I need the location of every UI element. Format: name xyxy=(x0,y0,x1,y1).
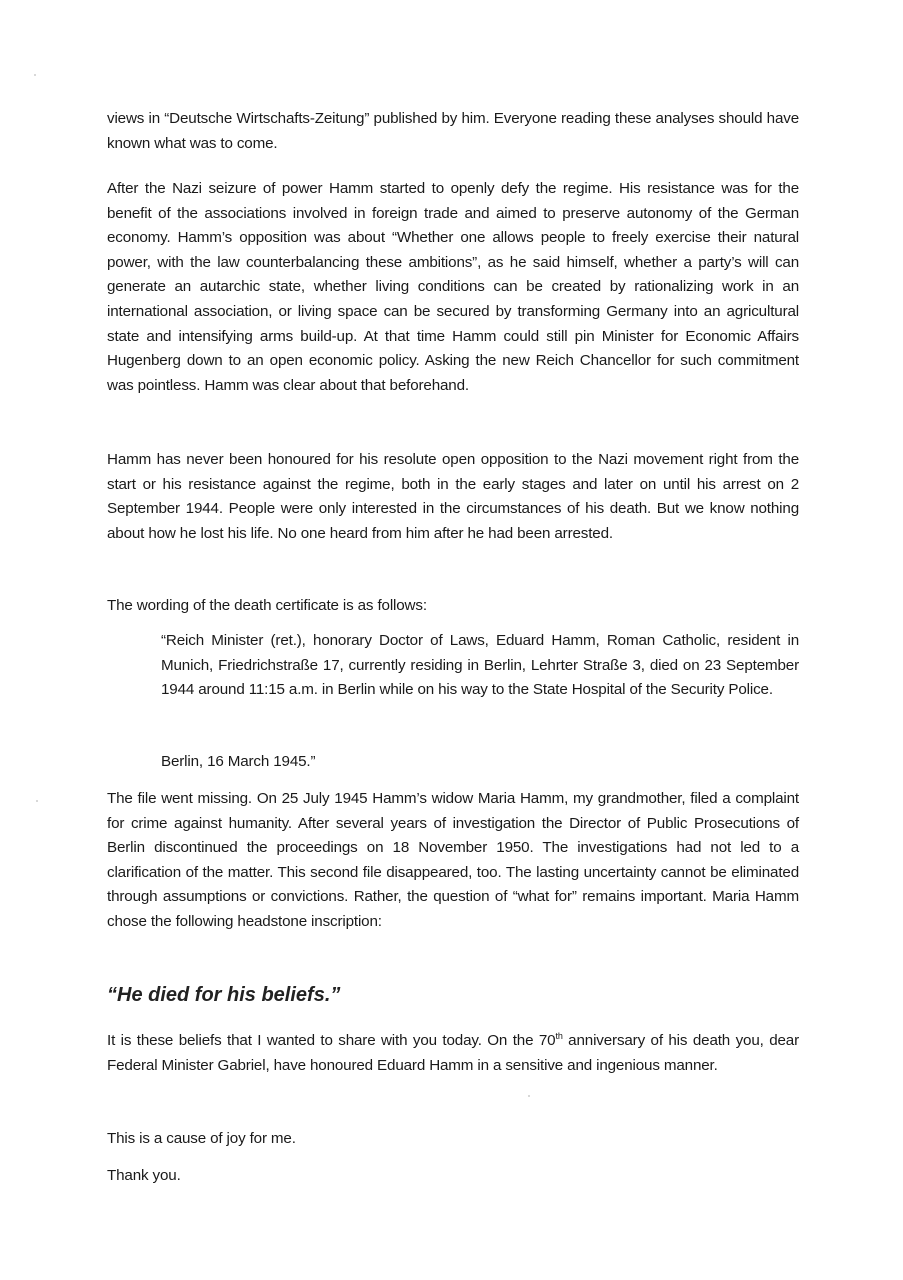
anniversary-text-start: It is these beliefs that I wanted to share with you today. On the 70 xyxy=(107,1032,556,1049)
ordinal-superscript: th xyxy=(555,1031,563,1041)
paragraph-death-certificate-intro: The wording of the death certificate is as follows: xyxy=(107,597,427,614)
scan-speck xyxy=(36,800,38,802)
paragraph-intro-continuation: views in “Deutsche Wirtschafts-Zeitung” published by him. Everyone reading these analyses should have known what was to come. xyxy=(107,110,799,152)
scan-speck xyxy=(528,1095,530,1097)
paragraph-never-honoured: Hamm has never been honoured for his resolute open opposition to the Nazi movement right from the start or his resistance against the regime, both in the early stages and later on until his arrest on 2 September 1944. People were only interested in the circumstances of his death. But we know nothing about how he lost his life. No one heard from him after he had been arrested. xyxy=(107,451,799,542)
paragraph-anniversary xyxy=(107,1029,799,1078)
anniversary-text-end: anniversary of his death you, dear Federal Minister Gabriel, have honoured Eduard Hamm in a sensitive and ingenious manner. xyxy=(107,1032,799,1074)
paragraph-file-missing: The file went missing. On 25 July 1945 Hamm’s widow Maria Hamm, my grandmother, filed a complaint for crime against humanity. After several years of investigation the Director of Public Prosecutions of Berlin discontinued the proceedings on 18 November 1950. The investigations had not led to a clarification of the matter. This second file disappeared, too. The lasting uncertainty cannot be eliminated through assumptions or convictions. Rather, the question of “what for” remains important. Maria Hamm chose the following headstone inscription: xyxy=(107,790,799,930)
paragraph-resistance: After the Nazi seizure of power Hamm started to openly defy the regime. His resistance was for the benefit of the associations involved in foreign trade and aimed to preserve autonomy of the German economy. Hamm’s opposition was about “Whether one allows people to freely exercise their natural power, with the law counterbalancing these ambitions”, as he said himself, whether a party’s will can generate an autarchic state, whether living conditions can be created by rationalizing work in an international association, or living space can be secured by transforming Germany into an agricultural state and intensifying arms build-up. At that time Hamm could still pin Minister for Economic Affairs Hugenberg down to an open economic policy. Asking the new Reich Chancellor for such commitment was pointless. Hamm was clear about that beforehand. xyxy=(107,180,799,394)
blockquote-death-certificate: “Reich Minister (ret.), honorary Doctor of Laws, Eduard Hamm, Roman Catholic, resident in Munich, Friedrichstraße 17, currently residing in Berlin, Lehrter Straße 3, died on 23 September 1944 around 11:15 a.m. in Berlin while on his way to the State Hospital of the Security Police. xyxy=(161,632,799,699)
paragraph-joy: This is a cause of joy for me. xyxy=(107,1130,296,1147)
headstone-inscription: “He died for his beliefs.” xyxy=(107,984,341,1006)
blockquote-date: Berlin, 16 March 1945.” xyxy=(161,753,316,770)
paragraph-thank-you: Thank you. xyxy=(107,1167,181,1184)
scan-speck xyxy=(34,74,36,76)
